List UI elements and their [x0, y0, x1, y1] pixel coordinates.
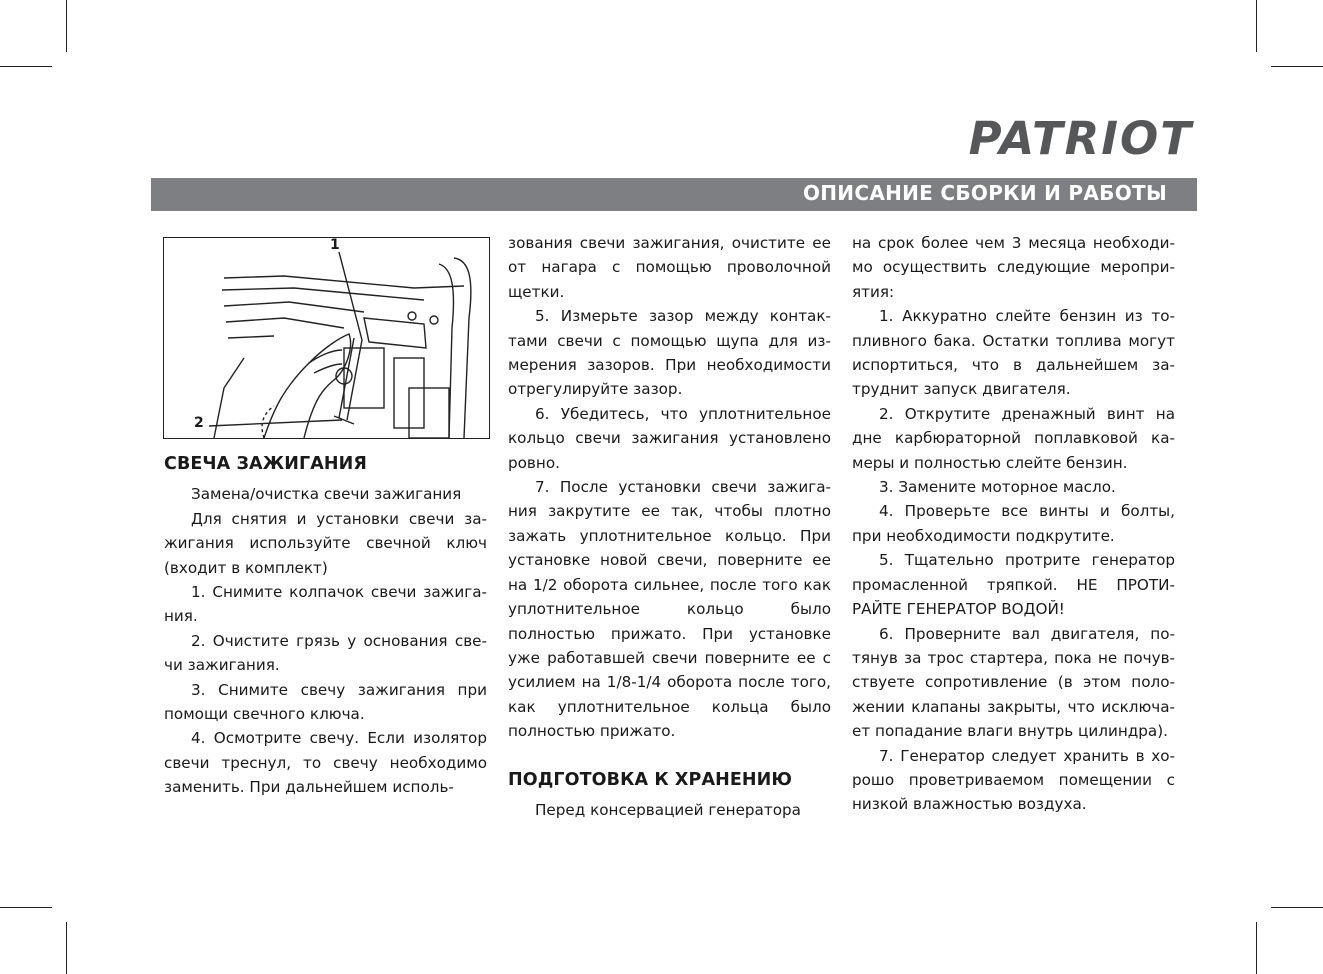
- paragraph: 6. Убедитесь, что уплотнительное кольцо свечи зажигания установлено ровно.: [508, 404, 831, 472]
- spark-plug-heading: СВЕЧА ЗАЖИГАНИЯ: [164, 454, 367, 474]
- paragraph: 5. Тщательно протрите генератор промасленной тряпкой. НЕ ПРОТИ-РАЙТЕ ГЕНЕРАТОР ВОДОЙ!: [852, 551, 1175, 619]
- paragraph: Замена/очистка свечи зажигания: [191, 485, 462, 504]
- brand-logo: PATRIOT: [968, 112, 1193, 165]
- crop-mark: [1256, 922, 1257, 974]
- paragraph: 6. Проверните вал двигателя, по-тянув за трос стартера, пока не почув-ствуете сопротивление (в этом поло-жении клапаны закрыты, что исключа-ет попадание влаги внутрь цилиндра).: [852, 624, 1175, 741]
- section-header-bar: [151, 178, 1197, 211]
- crop-mark: [66, 922, 67, 974]
- paragraph: на срок более чем 3 месяца необходи-мо осуществить следующие меропри-ятия:: [852, 234, 1175, 301]
- paragraph: Перед консервацией генератора: [535, 800, 801, 819]
- paragraph: 3. Снимите свечу зажигания при помощи свечного ключа.: [164, 680, 487, 724]
- paragraph: 5. Измерьте зазор между контак-тами свечи с помощью щупа для из-мерения зазоров. При необходимости отрегулируйте зазор.: [508, 307, 831, 399]
- column-3: [852, 231, 1175, 817]
- crop-mark: [66, 0, 67, 52]
- paragraph: 7. Генератор следует хранить в хо-рошо проветриваемом помещении с низкой влажностью воздуха.: [852, 746, 1175, 814]
- paragraph: Для снятия и установки свечи за-жигания используйте свечной ключ (входит в комплект): [164, 509, 487, 577]
- crop-mark: [0, 907, 52, 908]
- spark-plug-illustration: [163, 237, 490, 439]
- crop-mark: [0, 66, 52, 67]
- crop-mark: [1271, 907, 1323, 908]
- callout-1: 1: [330, 237, 340, 253]
- paragraph: 4. Осмотрите свечу. Если изолятор свечи треснул, то свечу необходимо заменить. При дальнейшем исполь-: [164, 729, 487, 797]
- paragraph: зования свечи зажигания, очистите ее от нагара с помощью проволочной щетки.: [508, 234, 831, 301]
- paragraph: 2. Открутите дренажный винт на дне карбюраторной поплавковой ка-меры и полностью слейте бензин.: [852, 404, 1175, 472]
- paragraph: 4. Проверьте все винты и болты, при необходимости подкрутите.: [852, 502, 1175, 545]
- paragraph: 3. Замените моторное масло.: [879, 478, 1116, 497]
- paragraph: 1. Аккуратно слейте бензин из то-пливного бака. Остатки топлива могут испортиться, что в дальнейшем за-труднит запуск двигателя.: [852, 307, 1175, 399]
- paragraph: 2. Очистите грязь у основания све-чи зажигания.: [164, 631, 487, 675]
- crop-mark: [1271, 66, 1323, 67]
- column-2: [508, 231, 831, 822]
- crop-mark: [1256, 0, 1257, 52]
- storage-heading: ПОДГОТОВКА К ХРАНЕНИЮ: [508, 769, 793, 790]
- section-title: ОПИСАНИЕ СБОРКИ И РАБОТЫ: [802, 181, 1167, 205]
- paragraph: 7. После установки свечи зажига-ния закрутите ее так, чтобы плотно зажать уплотнительное кольцо. При установке новой свечи, поверните ее на 1/2 оборота сильнее, после того как уплотнительное кольцо было полностью прижато. При установке уже работавшей свечи поверните ее с усилием на 1/8-1/4 оборота после того, как уплотнительное кольца было полностью прижато.: [508, 478, 831, 741]
- callout-2: 2: [194, 415, 204, 431]
- paragraph: 1. Снимите колпачок свечи зажига-ния.: [164, 583, 487, 626]
- column-1: [164, 452, 487, 800]
